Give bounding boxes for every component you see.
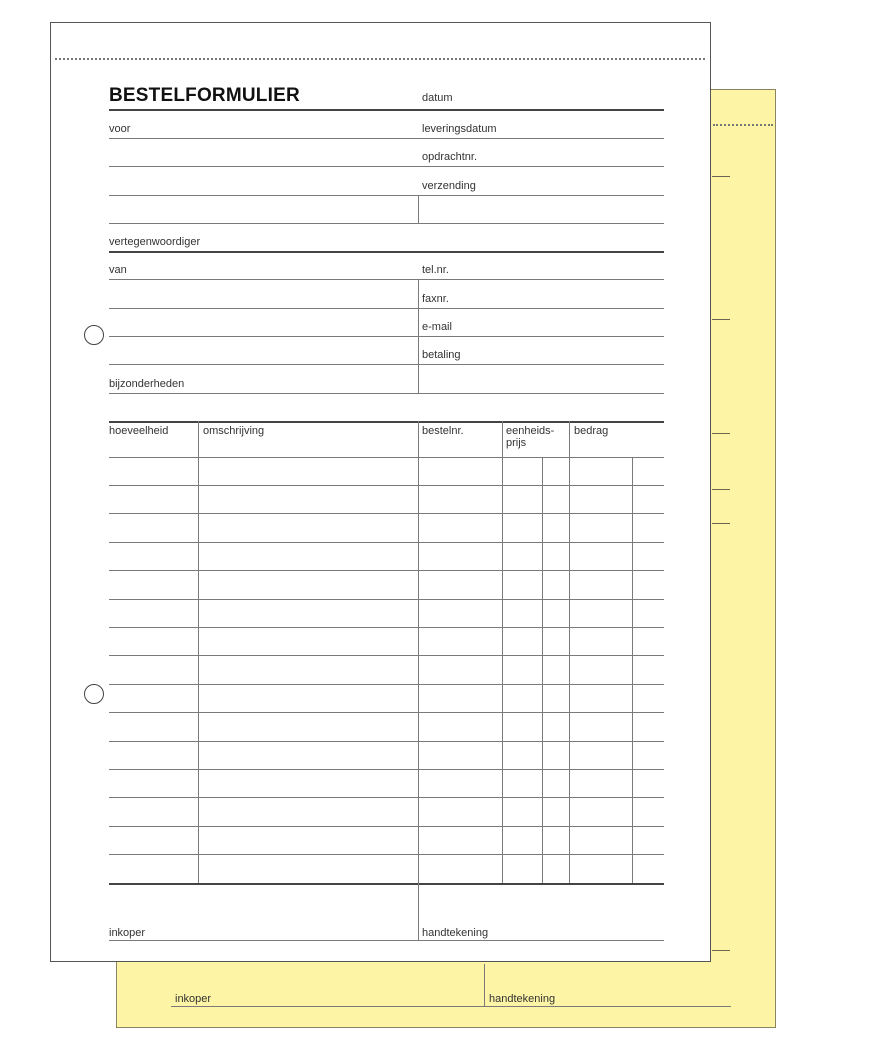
table-column-line	[502, 421, 503, 883]
form-line	[712, 433, 730, 434]
field-divider	[418, 195, 419, 223]
telnr-label: tel.nr.	[422, 264, 449, 276]
table-row-line	[109, 485, 664, 486]
col-header-hoeveelheid: hoeveelheid	[109, 425, 169, 437]
table-row-line	[109, 627, 664, 628]
faxnr-label: faxnr.	[422, 293, 449, 305]
punch-hole	[84, 684, 104, 704]
table-row-line	[109, 570, 664, 571]
table-column-line	[542, 457, 543, 883]
table-row-line	[109, 513, 664, 514]
table-column-line	[198, 421, 199, 883]
table-row-line	[109, 769, 664, 770]
form-line	[109, 223, 664, 224]
table-row-line	[109, 826, 664, 827]
footer-line	[171, 1006, 731, 1007]
form-line	[109, 109, 664, 111]
email-label: e-mail	[422, 321, 452, 333]
col-header-eenheidsprijs-line2: prijs	[506, 437, 527, 449]
betaling-label: betaling	[422, 349, 461, 361]
form-line	[109, 421, 664, 423]
col-header-eenheidsprijs: eenheids-	[506, 425, 555, 437]
form-line	[712, 489, 730, 490]
form-line	[109, 279, 664, 280]
form-line	[109, 251, 664, 253]
punch-hole	[84, 325, 104, 345]
footer-line	[109, 940, 664, 941]
inkoper-label: inkoper	[109, 927, 146, 939]
form-line	[712, 523, 730, 524]
form-line	[712, 950, 730, 951]
table-row-line	[109, 655, 664, 656]
datum-label: datum	[422, 92, 453, 104]
form-line	[109, 195, 664, 196]
form-line	[109, 336, 664, 337]
table-row-line	[109, 599, 664, 600]
vertegenwoordiger-label: vertegenwoordiger	[109, 236, 201, 248]
leveringsdatum-label: leveringsdatum	[422, 123, 497, 135]
table-row-line	[109, 741, 664, 742]
form-line	[109, 138, 664, 139]
table-row-line	[109, 712, 664, 713]
field-divider	[418, 279, 419, 393]
handtekening-label: handtekening	[422, 927, 489, 939]
col-header-bedrag: bedrag	[574, 425, 609, 437]
col-header-omschrijving: omschrijving	[203, 425, 265, 437]
bijzonderheden-label: bijzonderheden	[109, 378, 185, 390]
perforation-line	[55, 58, 705, 60]
table-row-line	[109, 542, 664, 543]
table-column-line	[569, 421, 570, 883]
form-line	[109, 364, 664, 365]
form-line	[109, 308, 664, 309]
footer-divider	[484, 964, 485, 1006]
order-form-sheet	[50, 22, 711, 962]
col-header-bestelnr: bestelnr.	[422, 425, 464, 437]
table-row-line	[109, 797, 664, 798]
table-column-line	[632, 457, 633, 883]
footer-divider	[418, 883, 419, 940]
table-row-line	[109, 854, 664, 855]
inkoper-label: inkoper	[175, 993, 212, 1005]
van-label: van	[109, 264, 127, 276]
form-title: BESTELFORMULIER	[109, 85, 300, 106]
form-line	[712, 319, 730, 320]
perforation-line	[713, 124, 773, 126]
opdrachtnr-label: opdrachtnr.	[422, 151, 478, 163]
form-line	[109, 393, 664, 394]
table-bottom-line	[109, 883, 664, 885]
voor-label: voor	[109, 123, 131, 135]
handtekening-label: handtekening	[489, 993, 556, 1005]
verzending-label: verzending	[422, 180, 476, 192]
table-row-line	[109, 684, 664, 685]
form-line	[712, 176, 730, 177]
form-line	[109, 166, 664, 167]
table-column-line	[418, 421, 419, 883]
table-row-line	[109, 457, 664, 458]
